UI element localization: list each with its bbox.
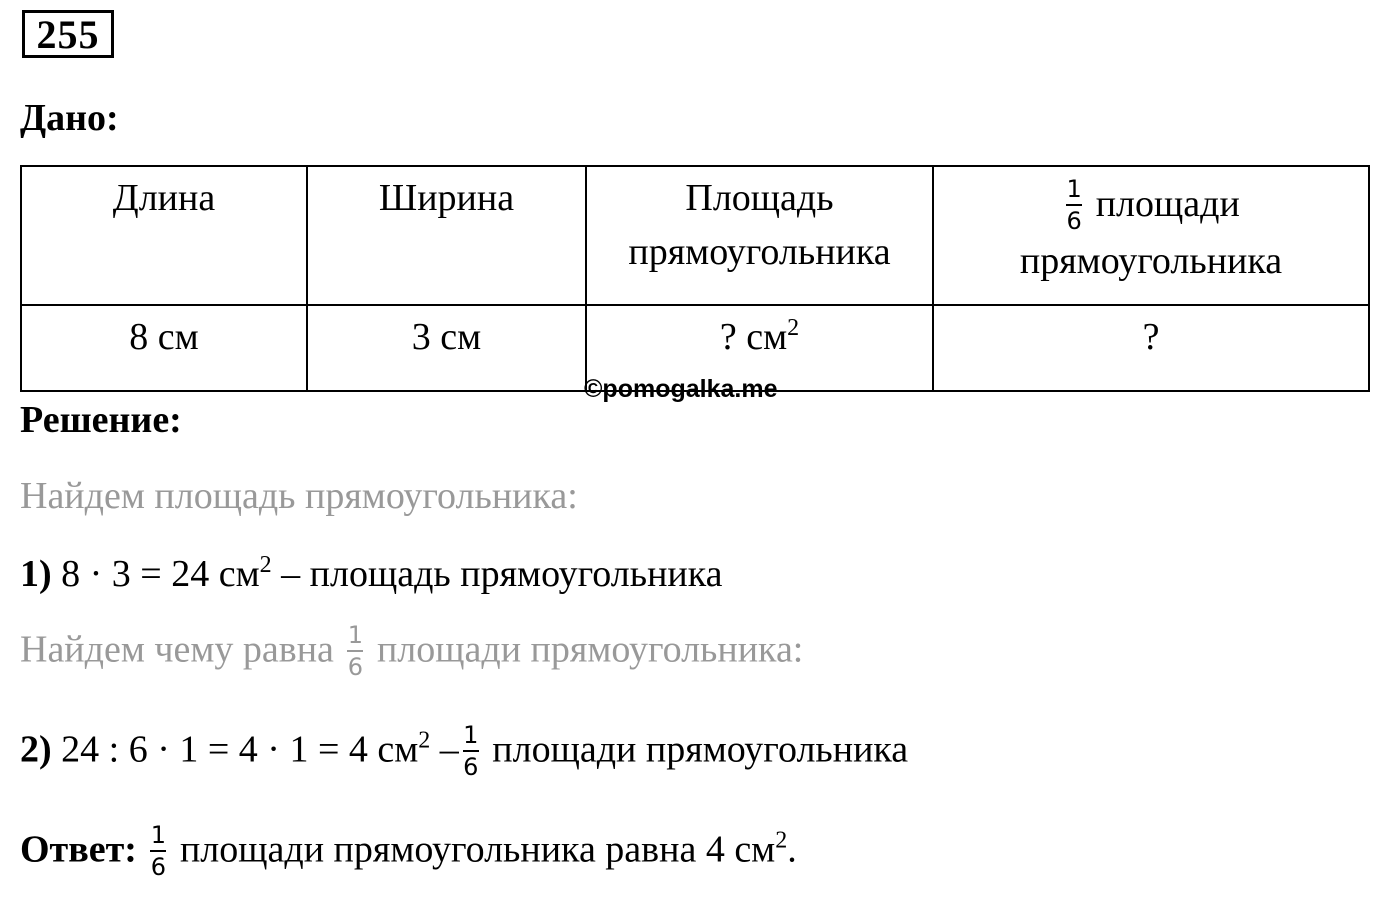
- problem-number: 255: [22, 10, 114, 58]
- step2-intro: Найдем чему равна $\frac{1}{6}$ площади прямоугольника:: [20, 621, 804, 681]
- given-table: [20, 165, 1370, 392]
- step1-intro: Найдем площадь прямоугольника:: [20, 475, 578, 517]
- fraction-one-sixth: $\frac{1}{6}$: [150, 821, 167, 881]
- given-heading: Дано:: [20, 97, 119, 139]
- header-width: Ширина: [307, 166, 586, 305]
- fraction-one-sixth: $\frac{1}{6}$: [347, 621, 364, 681]
- value-width: 3 см: [307, 305, 586, 391]
- header-area: Площадь прямоугольника: [586, 166, 933, 305]
- value-area: ? $см^2$: [586, 305, 933, 391]
- fraction-one-sixth: $\frac{1}{6}$: [1066, 175, 1082, 236]
- answer-line: Ответ: $\frac{1}{6}$ площади прямоугольника равна 4 $см^2$.: [20, 821, 797, 881]
- step2-line: 2) 24 : 6 · 1 = 4 · 1 = 4 $см^2$ – $\frac{1}{6}$ площади прямоугольника: [20, 721, 909, 781]
- step1-line: 1) 8 · 3 = 24 $см^2$ – площадь прямоугольника: [20, 552, 723, 595]
- header-length: Длина: [21, 166, 307, 305]
- fraction-one-sixth: $\frac{1}{6}$: [463, 721, 479, 781]
- watermark: ©pomogalka.me: [584, 375, 778, 403]
- solution-heading: Решение:: [20, 399, 182, 441]
- value-part: ?: [933, 305, 1369, 391]
- table-header-row: [21, 166, 1369, 305]
- header-part: $\frac{1}{6}$ площади прямоугольника: [933, 166, 1369, 305]
- value-length: 8 см: [21, 305, 307, 391]
